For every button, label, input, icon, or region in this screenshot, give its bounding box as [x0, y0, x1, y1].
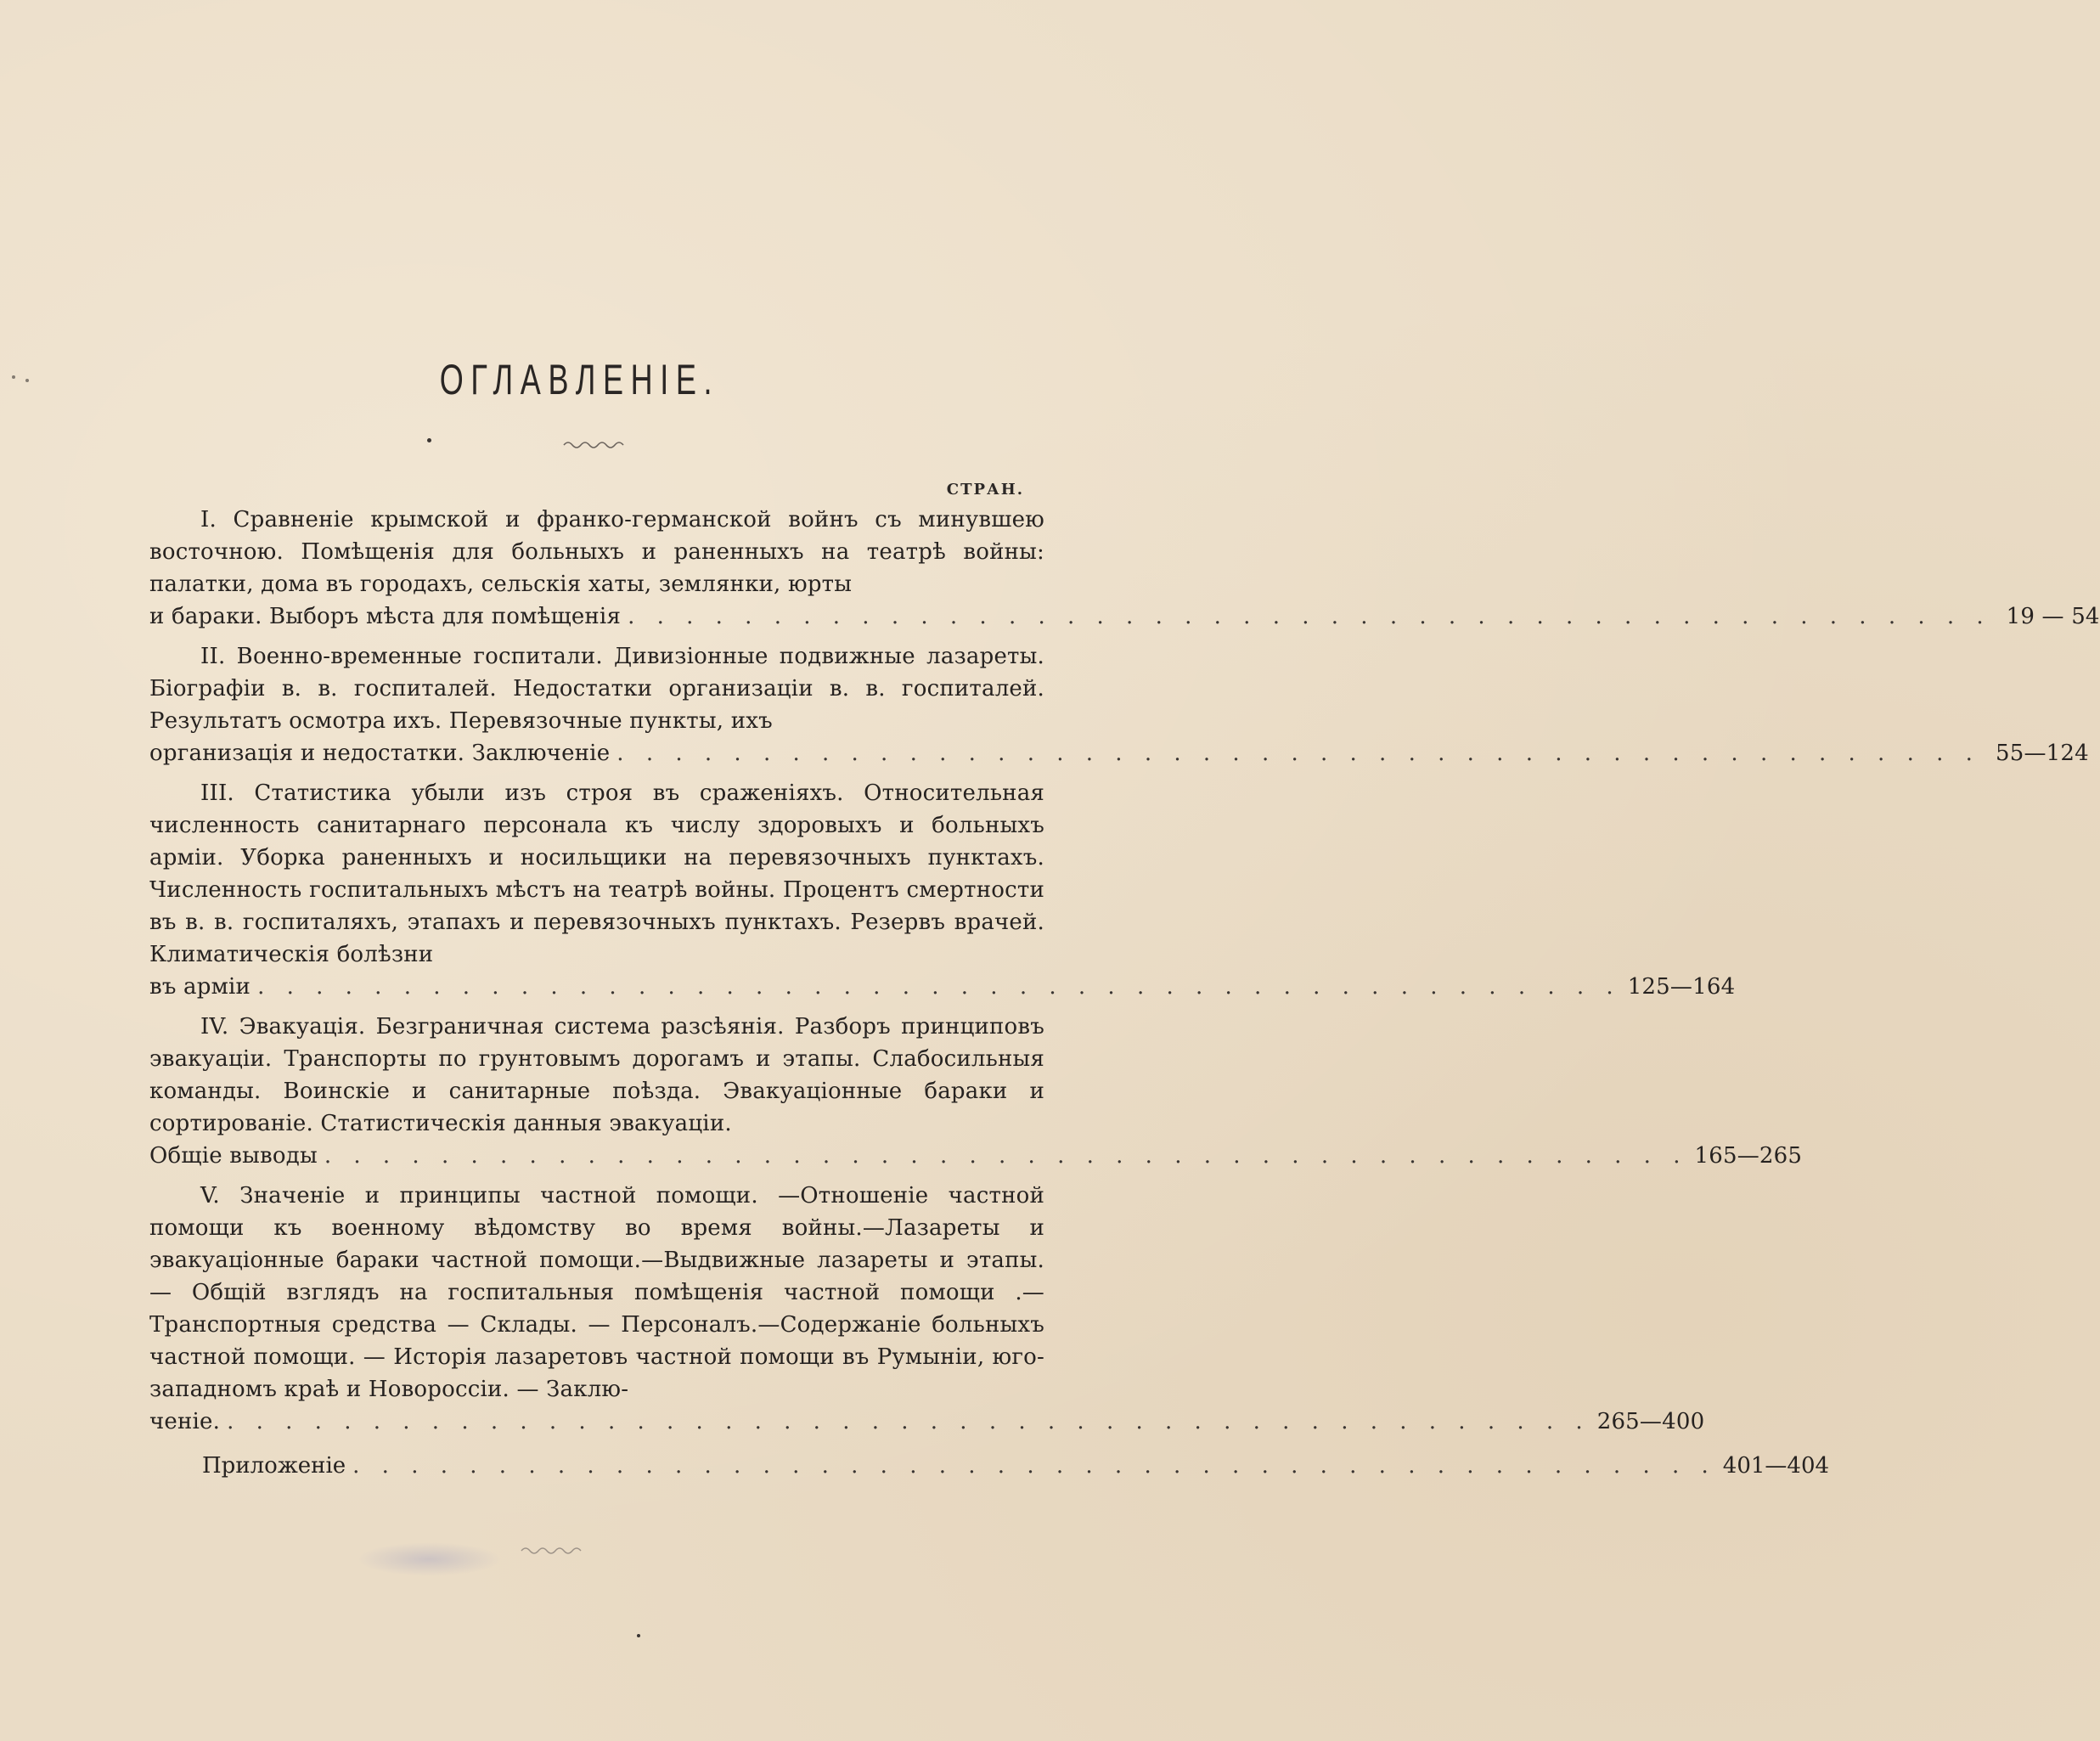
dot-leader: . . . . . . . . . . . . . . . . . . . . . . . . . . . . . . . . . . . . . . . . . . . . . . . — [616, 741, 1980, 766]
ink-speck — [427, 438, 431, 442]
pages-column-header: СТРАН. — [946, 481, 1024, 499]
entry-number: IV. — [200, 1014, 229, 1040]
entry-last-line: Общіе выводы — [149, 1143, 318, 1169]
entry-last-line: ченіе. — [149, 1409, 221, 1434]
appendix-label: Приложеніе — [202, 1453, 346, 1479]
ink-speck — [25, 379, 29, 382]
table-of-contents — [149, 481, 2100, 1482]
entry-pages: 55—124 — [1996, 741, 2089, 766]
entry-text: Значеніе и принципы частной помощи. —Отношеніе частной помощи къ военному вѣдомству во время войны.—Лазареты и эвакуаціонные бараки частной помощи.—Выдвижные лазареты и этапы. — Общій взглядъ на госпитальныя помѣщенія частной помощи .— Транспортныя средства — Склады. — Персоналъ.—Содержаніе больныхъ частной помощи. — Исторія лазаретовъ частной помощи въ Румыніи, юго-западномъ краѣ и Новороссіи. — Заклю- — [149, 1183, 1044, 1402]
dot-leader: . . . . . . . . . . . . . . . . . . . . . . . . . . . . . . . . . . . . . . . . . . . . . . . — [628, 604, 1991, 629]
appendix-pages: 401—404 — [1722, 1453, 1830, 1479]
dot-leader: . . . . . . . . . . . . . . . . . . . . . . . . . . . . . . . . . . . . . . . . . . . . . . . — [257, 974, 1621, 1000]
toc-entry-3 — [149, 777, 1736, 1003]
entry-pages: 265—400 — [1596, 1409, 1705, 1434]
entry-text: Военно-временные госпитали. Дивизіонные подвижные лазареты. Біографіи в. в. госпиталей. Недостатки организаціи в. в. госпиталей. Результатъ осмотра ихъ. Перевязочные пункты, ихъ — [149, 644, 1044, 734]
entry-number: III. — [200, 780, 234, 806]
toc-entry-1 — [149, 504, 2100, 633]
entry-text: Сравненіе крымской и франко-германской войнъ съ минувшею восточною. Помѣщенія для больныхъ и раненныхъ на театрѣ войны: палатки, дома въ городахъ, сельскія хаты, землянки, юрты — [149, 507, 1045, 597]
entry-pages: 125—164 — [1627, 974, 1736, 1000]
page-title: ОГЛАВЛЕНІЕ. — [439, 356, 720, 403]
entry-last-line: и бараки. Выборъ мѣста для помѣщенія — [149, 604, 622, 629]
ink-speck — [12, 375, 15, 379]
entry-number: II. — [200, 644, 226, 669]
dot-leader: . . . . . . . . . . . . . . . . . . . . . . . . . . . . . . . . . . . . . . . . . . . . . . . — [227, 1409, 1590, 1434]
entry-pages: 19 — 54 — [2006, 604, 2100, 629]
ink-speck — [637, 1634, 640, 1637]
toc-entry-4 — [149, 1011, 1803, 1172]
bottom-ornament — [520, 1544, 588, 1556]
title-ornament — [562, 438, 630, 450]
dot-leader: . . . . . . . . . . . . . . . . . . . . . . . . . . . . . . . . . . . . . . . . . . . . . . . — [352, 1453, 1716, 1479]
entry-pages: 165—265 — [1694, 1143, 1803, 1169]
dot-leader: . . . . . . . . . . . . . . . . . . . . . . . . . . . . . . . . . . . . . . . . . . . . . . . — [324, 1143, 1688, 1169]
entry-number: V. — [200, 1183, 220, 1209]
entry-number: I. — [200, 507, 217, 532]
entry-last-line: организація и недостатки. Заключеніе — [149, 741, 611, 766]
entry-text: Статистика убыли изъ строя въ сраженіяхъ. Относительная численность санитарнаго персонала къ числу здоровыхъ и больныхъ арміи. Уборка раненныхъ и носильщики на перевязочныхъ пунктахъ. Численность госпитальныхъ мѣстъ на театрѣ войны. Процентъ смертности въ в. в. госпиталяхъ, этапахъ и перевязочныхъ пунктахъ. Резервъ врачей. Климатическія болѣзни — [149, 780, 1045, 967]
toc-entry-5 — [149, 1180, 1705, 1438]
toc-appendix — [149, 1450, 1830, 1482]
entry-text: Эвакуація. Безграничная система разсѣянія. Разборъ принциповъ эвакуаціи. Транспорты по грунтовымъ дорогамъ и этапы. Слабосильныя команды. Воинскіе и санитарные поѣзда. Эвакуаціонные бараки и сортированіе. Статистическія данныя эвакуаціи. — [149, 1014, 1044, 1136]
entry-last-line: въ арміи — [149, 974, 251, 1000]
toc-entry-2 — [149, 640, 2089, 769]
ink-stamp-smudge — [357, 1542, 501, 1576]
